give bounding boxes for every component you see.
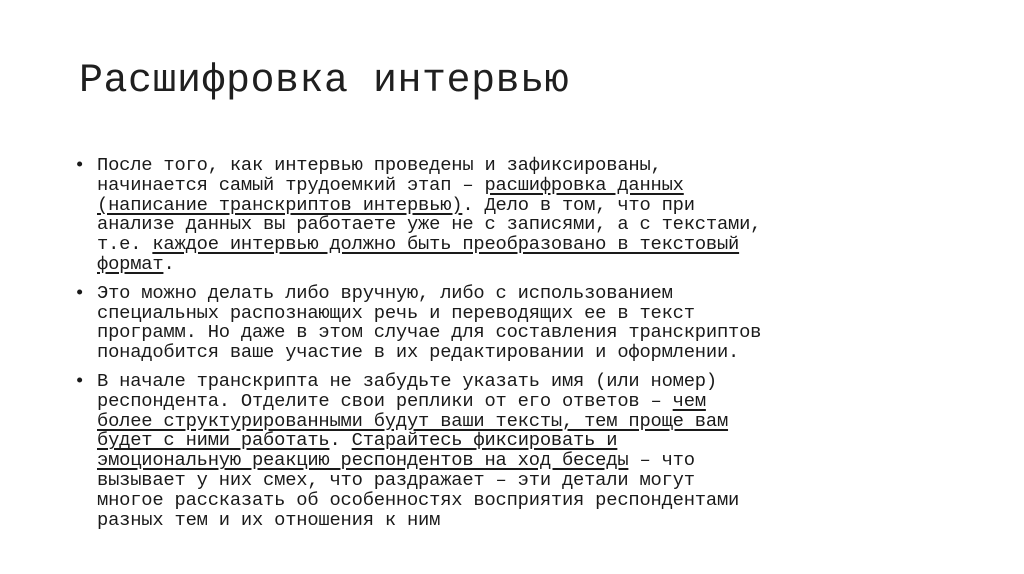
emphasized-text: расшифровка данных bbox=[484, 173, 684, 196]
emphasized-text: эмоциональную реакцию респондентов на ход беседы bbox=[97, 449, 629, 472]
text-segment: – что bbox=[628, 449, 695, 472]
text-line bbox=[97, 508, 964, 531]
emphasized-text: будет с ними работать bbox=[97, 429, 330, 452]
text-segment: Это можно делать либо вручную, либо с использованием bbox=[97, 281, 673, 304]
text-segment: респондента. Отделите свои реплики от его ответов – bbox=[97, 389, 673, 412]
bullet-item bbox=[74, 281, 964, 364]
text-line bbox=[97, 235, 964, 255]
text-segment: программ. Но даже в этом случае для составления транскриптов bbox=[97, 321, 762, 344]
bullet-dot-icon: • bbox=[74, 154, 86, 176]
text-segment: начинается самый трудоемкий этап – bbox=[97, 173, 485, 196]
bullet-item bbox=[74, 369, 964, 531]
text-segment: После того, как интервью проведены и зафиксированы, bbox=[97, 154, 662, 176]
text-segment: понадобится ваше участие в их редактировании и оформлении. bbox=[97, 341, 740, 364]
text-segment: анализе данных вы работаете уже не с записями, а с текстами, bbox=[97, 213, 762, 236]
text-line bbox=[97, 343, 964, 363]
emphasized-text: чем bbox=[672, 389, 706, 412]
text-segment: т.е. bbox=[97, 233, 153, 256]
emphasized-text: каждое интервью должно быть преобразовано в текстовый bbox=[152, 233, 740, 256]
text-line bbox=[97, 252, 964, 275]
text-segment: специальных распознающих речь и переводящих ее в текст bbox=[97, 301, 695, 324]
slide-title: Расшифровка интервью bbox=[79, 59, 570, 104]
text-segment: . bbox=[329, 429, 352, 452]
bullet-dot-icon: • bbox=[74, 281, 86, 304]
bullet-dot-icon: • bbox=[74, 369, 86, 392]
bullet-list bbox=[74, 156, 964, 539]
text-segment: многое рассказать об особенностях восприятия респондентами bbox=[97, 488, 740, 511]
text-segment: В начале транскрипта не забудьте указать имя (или номер) bbox=[97, 369, 717, 392]
text-segment: . Дело в том, что при bbox=[462, 193, 695, 216]
text-segment: . bbox=[163, 252, 175, 275]
text-segment: вызывает у них смех, что раздражает – эти детали могут bbox=[97, 468, 695, 491]
bullet-item bbox=[74, 156, 964, 275]
emphasized-text: (написание транскриптов интервью) bbox=[97, 193, 463, 216]
emphasized-text: формат bbox=[97, 252, 164, 275]
text-segment: разных тем и их отношения к ним bbox=[97, 508, 441, 531]
emphasized-text: более структурированными будут ваши тексты, тем проще вам bbox=[97, 409, 729, 432]
emphasized-text: Старайтесь фиксировать и bbox=[351, 429, 618, 452]
